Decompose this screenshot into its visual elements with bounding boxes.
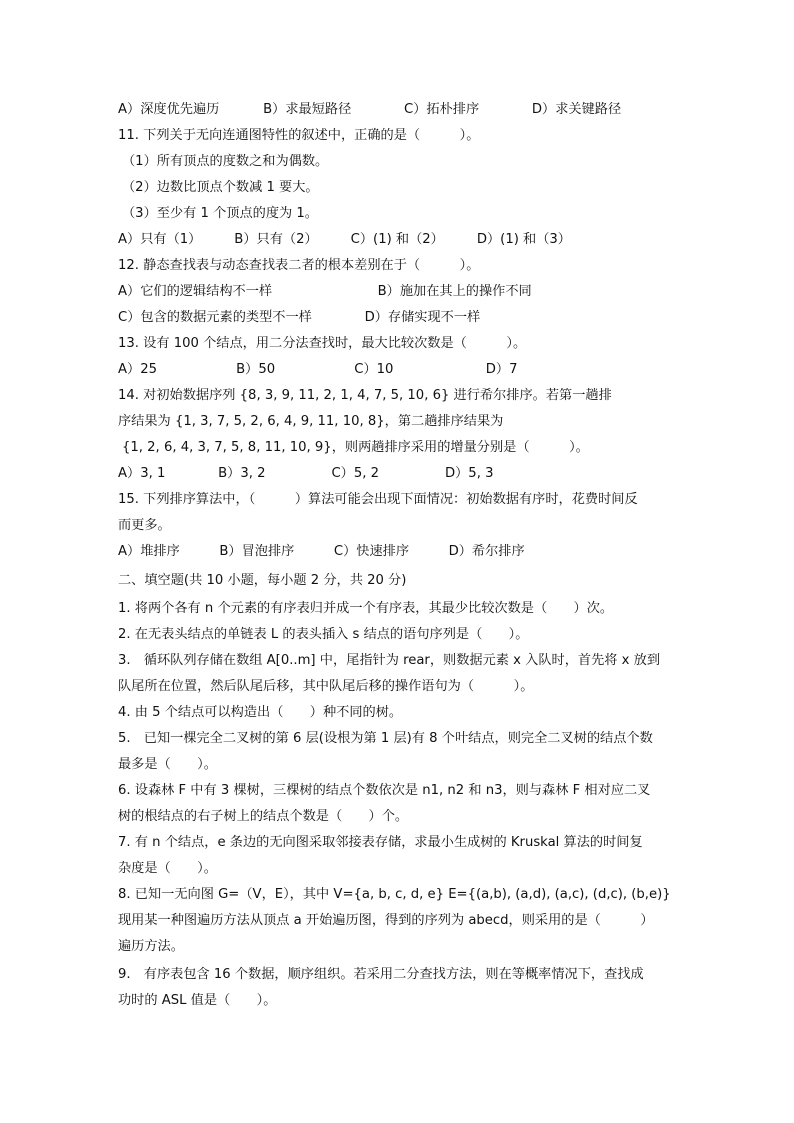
fill-q5-line1: 5. 已知一棵完全二叉树的第 6 层(设根为第 1 层)有 8 个叶结点，则完全二叉树的结点个数 — [118, 731, 653, 746]
q13-stem: 13. 设有 100 个结点，用二分法查找时，最大比较次数是（ ）。 — [118, 336, 527, 351]
fill-q6-line2: 树的根结点的右子树上的结点个数是（ ）个。 — [118, 809, 409, 824]
fill-q7-line1: 7. 有 n 个结点，e 条边的无向图采取邻接表存储，求最小生成树的 Kruskal 算法的时间复 — [118, 835, 643, 850]
q13-options: A）25 B）50 C）10 D）7 — [118, 362, 518, 377]
fill-q9-line1: 9. 有序表包含 16 个数据，顺序组织。若采用二分查找方法，则在等概率情况下，查找成 — [118, 967, 644, 982]
q14-stem-line2: 序结果为 {1, 3, 7, 5, 2, 6, 4, 9, 11, 10, 8}，第二趟排序结果为 — [118, 414, 504, 429]
q11-options: A）只有（1） B）只有（2） C）(1) 和（2） D）(1) 和（3） — [118, 232, 571, 247]
fill-q1: 1. 将两个各有 n 个元素的有序表归并成一个有序表，其最少比较次数是（ ）次。 — [118, 601, 614, 616]
q14-stem-line3: {1, 2, 6, 4, 3, 7, 5, 8, 11, 10, 9}，则两趟排序采用的增量分别是（ ）。 — [122, 440, 589, 455]
fill-q8-line1: 8. 已知一无向图 G=（V，E），其中 V={a, b, c, d, e} E={(a,b), (a,d), (a,c), (d,c), (b,e)} — [118, 887, 671, 902]
fill-q3-line2: 队尾所在位置，然后队尾后移，其中队尾后移的操作语句为（ ）。 — [118, 679, 534, 694]
fill-q7-line2: 杂度是（ ）。 — [118, 861, 217, 876]
q11-statement-2: （2）边数比顶点个数减 1 要大。 — [122, 180, 319, 195]
fill-q3-line1: 3. 循环队列存储在数组 A[0..m] 中，尾指针为 rear，则数据元素 x 入队时，首先将 x 放到 — [118, 653, 661, 668]
q11-statement-1: （1）所有顶点的度数之和为偶数。 — [122, 154, 329, 169]
fill-q6-line1: 6. 设森林 F 中有 3 棵树，三棵树的结点个数依次是 n1, n2 和 n3，则与森林 F 相对应二叉 — [118, 783, 651, 798]
q15-stem-line1: 15. 下列排序算法中，（ ）算法可能会出现下面情况：初始数据有序时，花费时间反 — [118, 492, 638, 507]
fill-q9-line2: 功时的 ASL 值是（ ）。 — [118, 993, 277, 1008]
q14-options: A）3, 1 B）3, 2 C）5, 2 D）5, 3 — [118, 466, 494, 481]
fill-q5-line2: 最多是（ ）。 — [118, 757, 217, 772]
fill-q8-line2: 现用某一种图遍历方法从顶点 a 开始遍历图，得到的序列为 abecd，则采用的是（ ） — [118, 913, 654, 928]
fill-q4: 4. 由 5 个结点可以构造出（ ）种不同的树。 — [118, 705, 403, 720]
section-heading-fill-in: 二、填空题(共 10 小题，每小题 2 分，共 20 分) — [118, 573, 407, 588]
fill-q8-line3: 遍历方法。 — [118, 939, 184, 954]
q15-stem-line2: 而更多。 — [118, 518, 171, 533]
q15-options: A）堆排序 B）冒泡排序 C）快速排序 D）希尔排序 — [118, 544, 525, 559]
fill-q2: 2. 在无表头结点的单链表 L 的表头插入 s 结点的语句序列是（ ）。 — [118, 627, 529, 642]
q11-statement-3: （3）至少有 1 个顶点的度为 1。 — [122, 206, 318, 221]
q10-options: A）深度优先遍历 B）求最短路径 C）拓朴排序 D）求关键路径 — [118, 102, 622, 117]
q11-stem: 11. 下列关于无向连通图特性的叙述中，正确的是（ ）。 — [118, 128, 480, 143]
q14-stem-line1: 14. 对初始数据序列 {8, 3, 9, 11, 2, 1, 4, 7, 5, 10, 6} 进行希尔排序。若第一趟排 — [118, 388, 612, 403]
q12-options-ab: A）它们的逻辑结构不一样 B）施加在其上的操作不同 — [118, 284, 532, 299]
q12-options-cd: C）包含的数据元素的类型不一样 D）存储实现不一样 — [118, 310, 481, 325]
q12-stem: 12. 静态查找表与动态查找表二者的根本差别在于（ ）。 — [118, 258, 480, 273]
